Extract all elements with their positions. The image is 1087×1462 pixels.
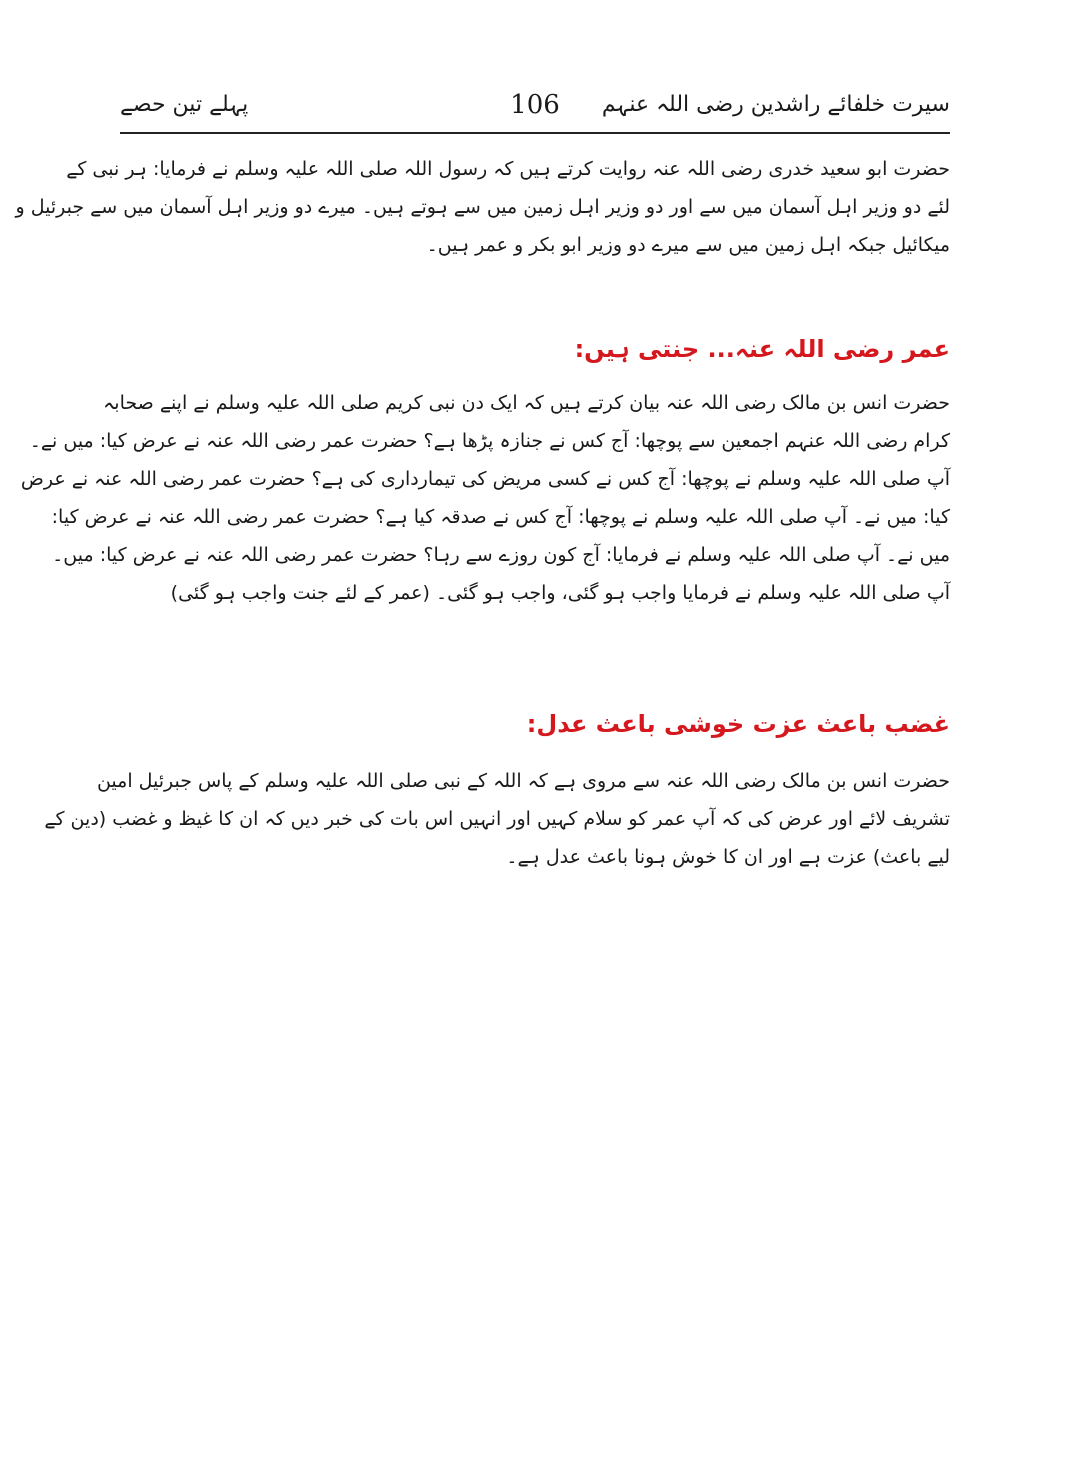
paragraph-line: حضرت انس بن مالک رضی اللہ عنہ سے مروی ہے کہ اللہ کے نبی صلی اللہ علیہ وسلم کے پاس جبرئیل امین	[96, 770, 950, 792]
paragraph-line: میں نے۔ آپ صلی اللہ علیہ وسلم نے فرمایا: آج کون روزے سے رہا؟ حضرت عمر رضی اللہ عنہ نے عرض کیا: میں۔	[52, 544, 950, 566]
paragraph-line: آپ صلی اللہ علیہ وسلم نے پوچھا: آج کس نے کسی مریض کی تیمارداری کی ہے؟ حضرت عمر رضی اللہ عنہ نے عرض	[20, 468, 950, 490]
paragraph-jibreel-salam	[44, 762, 950, 876]
paragraph-line: آپ صلی اللہ علیہ وسلم نے فرمایا واجب ہو گئی، واجب ہو گئی۔ (عمر کے لئے جنت واجب ہو گئی)	[170, 582, 950, 604]
section-label: پہلے تین حصے	[120, 92, 249, 117]
paragraph-line: کیا: میں نے۔ آپ صلی اللہ علیہ وسلم نے پوچھا: آج کس نے صدقہ کیا ہے؟ حضرت عمر رضی اللہ عنہ نے عرض کیا:	[51, 506, 950, 528]
page-number: 106	[510, 90, 560, 120]
section-heading-umar-jannati: عمر رضی اللہ عنہ... جنتی ہیں:	[574, 335, 950, 363]
page-header	[120, 88, 950, 132]
paragraph-line: تشریف لائے اور عرض کی کہ آپ عمر کو سلام کہیں اور انہیں اس بات کی خبر دیں کہ ان کا غیظ و غضب (دین کے	[44, 808, 950, 830]
paragraph-line: لیے باعث) عزت ہے اور ان کا خوش ہونا باعث عدل ہے۔	[506, 846, 950, 868]
paragraph-line: حضرت انس بن مالک رضی اللہ عنہ بیان کرتے ہیں کہ ایک دن نبی کریم صلی اللہ علیہ وسلم نے اپنے صحابہ	[103, 392, 950, 414]
running-title: سیرت خلفائے راشدین رضی اللہ عنہم	[601, 92, 950, 117]
paragraph-two-viziers	[15, 150, 950, 264]
paragraph-line: حضرت ابو سعید خدری رضی اللہ عنہ روایت کرتے ہیں کہ رسول اللہ صلی اللہ علیہ وسلم نے فرمایا: ہر نبی کے	[66, 158, 950, 180]
paragraph-umar-deeds	[20, 384, 950, 612]
paragraph-line: میکائیل جبکہ اہل زمین میں سے میرے دو وزیر ابو بکر و عمر ہیں۔	[426, 234, 950, 256]
section-heading-anger-honor: غضب باعث عزت خوشی باعث عدل:	[526, 710, 950, 738]
paragraph-line: کرام رضی اللہ عنہم اجمعین سے پوچھا: آج کس نے جنازہ پڑھا ہے؟ حضرت عمر رضی اللہ عنہ نے عرض کیا: میں نے۔	[29, 430, 950, 452]
paragraph-line: لئے دو وزیر اہل آسمان میں سے اور دو وزیر اہل زمین میں سے ہوتے ہیں۔ میرے دو وزیر اہل آسمان میں سے جبرئیل و	[15, 196, 950, 218]
header-divider	[120, 132, 950, 134]
